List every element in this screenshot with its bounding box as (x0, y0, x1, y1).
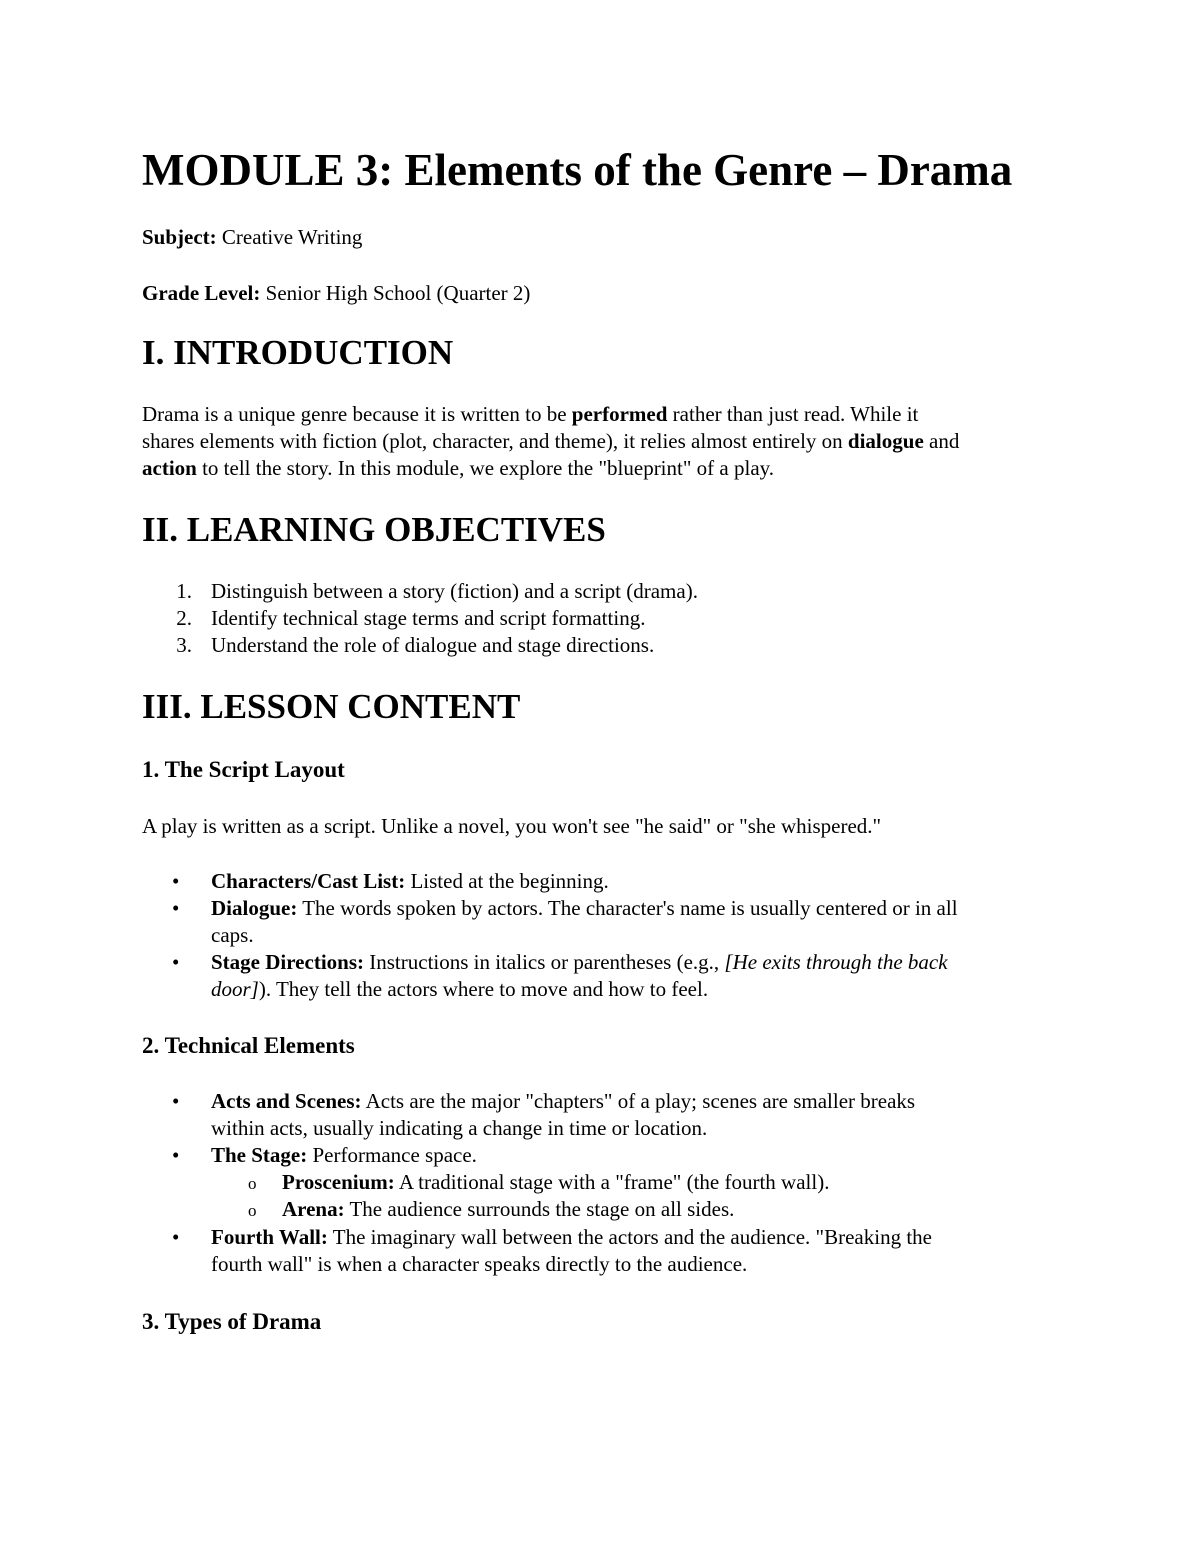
bullet-icon: • (172, 950, 180, 974)
term-text: The imaginary wall between the actors and the audience. "Breaking the (327, 1225, 932, 1249)
intro-bold-performed: performed (571, 402, 668, 426)
term-text: A traditional stage with a "frame" (the fourth wall). (394, 1170, 830, 1194)
list-item (211, 1088, 915, 1115)
sub-list-item (282, 1169, 829, 1196)
list-number: 3. (176, 633, 192, 657)
script-layout-heading: 1. The Script Layout (142, 757, 345, 782)
list-item (211, 868, 609, 895)
intro-text: rather than just read. While it (667, 402, 919, 426)
grade-level-line (142, 279, 530, 307)
term-label: Arena: (282, 1197, 345, 1221)
intro-bold-dialogue: dialogue (847, 429, 924, 453)
term-text: The words spoken by actors. The character's name is usually centered or in all (297, 896, 958, 920)
intro-line-2 (142, 428, 959, 455)
page-title: MODULE 3: Elements of the Genre – Drama (142, 145, 1013, 195)
bullet-icon: • (172, 869, 180, 893)
subject-label: Subject: (142, 225, 217, 249)
intro-line-3 (142, 455, 774, 482)
grade-label: Grade Level: (142, 281, 261, 305)
list-number: 2. (176, 606, 192, 630)
term-label: The Stage: (211, 1143, 308, 1167)
list-item (211, 1142, 477, 1169)
term-text: ). They tell the actors where to move and how to feel. (258, 977, 709, 1001)
list-item: Understand the role of dialogue and stage directions. (211, 633, 655, 657)
term-label: Characters/Cast List: (211, 869, 406, 893)
list-item: Distinguish between a story (fiction) and a script (drama). (211, 579, 698, 603)
term-text: The audience surrounds the stage on all sides. (344, 1197, 735, 1221)
bullet-icon: • (172, 1089, 180, 1113)
term-label: Stage Directions: (211, 950, 364, 974)
italic-example: [He exits through the back (724, 950, 948, 974)
bullet-icon: • (172, 896, 180, 920)
term-text: Acts are the major "chapters" of a play; scenes are smaller breaks (361, 1089, 916, 1113)
term-label: Acts and Scenes: (211, 1089, 362, 1113)
sub-bullet-icon: o (248, 1174, 257, 1193)
intro-bold-action: action (142, 456, 197, 480)
grade-value: Senior High School (Quarter 2) (260, 281, 531, 305)
list-item (211, 1224, 932, 1251)
bullet-icon: • (172, 1143, 180, 1167)
term-label: Fourth Wall: (211, 1225, 328, 1249)
lesson-content-heading: III. LESSON CONTENT (142, 687, 521, 726)
term-label: Proscenium: (282, 1170, 395, 1194)
intro-text: shares elements with fiction (plot, character, and theme), it relies almost entirely on (142, 429, 848, 453)
intro-text: and (923, 429, 960, 453)
term-text: Instructions in italics or parentheses (e.g., (364, 950, 725, 974)
term-text: Performance space. (307, 1143, 477, 1167)
introduction-heading: I. INTRODUCTION (142, 333, 454, 372)
list-item: Identify technical stage terms and script formatting. (211, 606, 646, 630)
intro-text: to tell the story. In this module, we explore the "blueprint" of a play. (196, 456, 775, 480)
italic-example: door] (211, 977, 259, 1001)
list-number: 1. (176, 579, 192, 603)
sub-bullet-icon: o (248, 1201, 257, 1220)
intro-line-1 (142, 401, 918, 428)
subject-value: Creative Writing (216, 225, 363, 249)
list-item-continuation (211, 976, 708, 1003)
types-of-drama-heading: 3. Types of Drama (142, 1309, 322, 1334)
list-item-continuation: fourth wall" is when a character speaks directly to the audience. (211, 1252, 748, 1276)
subject-line (142, 223, 362, 251)
sub-list-item (282, 1196, 734, 1223)
objectives-heading: II. LEARNING OBJECTIVES (142, 510, 606, 549)
list-item (211, 895, 958, 922)
technical-elements-heading: 2. Technical Elements (142, 1033, 355, 1058)
bullet-icon: • (172, 1225, 180, 1249)
term-text: Listed at the beginning. (405, 869, 609, 893)
list-item-continuation: caps. (211, 923, 254, 947)
list-item-continuation: within acts, usually indicating a change in time or location. (211, 1116, 708, 1140)
term-label: Dialogue: (211, 896, 298, 920)
intro-text: Drama is a unique genre because it is written to be (142, 402, 572, 426)
script-layout-intro: A play is written as a script. Unlike a novel, you won't see "he said" or "she whispered." (142, 814, 882, 838)
list-item (211, 949, 948, 976)
